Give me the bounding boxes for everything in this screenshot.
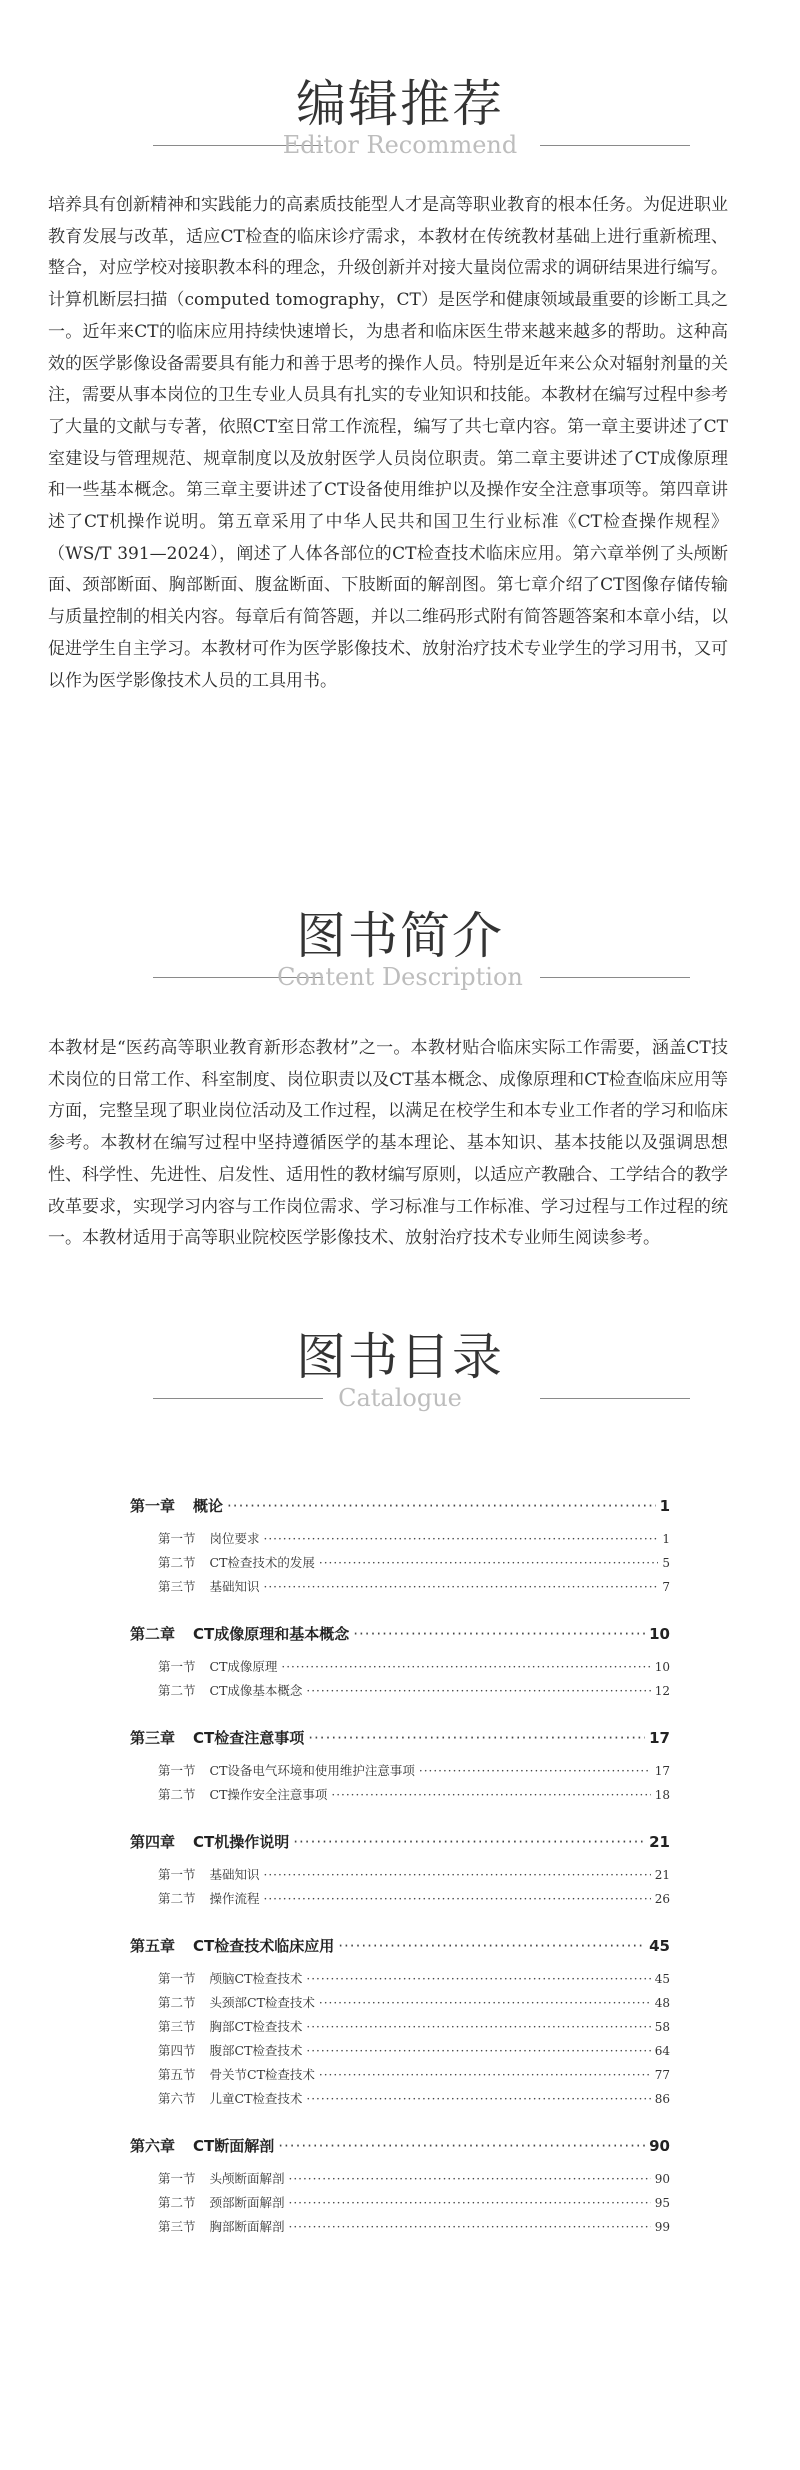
recommend-title: 编辑推荐 — [296, 75, 504, 133]
toc-section[interactable] — [158, 1657, 670, 1681]
catalogue-title: 图书目录 — [296, 1328, 504, 1386]
section-number: 第六节 — [158, 2091, 196, 2106]
section-number: 第三节 — [158, 2019, 196, 2034]
section-page: 45 — [654, 1972, 670, 1986]
section-title: 胸部断面解剖 — [209, 2219, 285, 2234]
section-title: 操作流程 — [209, 1891, 260, 1906]
section-page: 5 — [662, 1556, 670, 1570]
intro-title: 图书简介 — [296, 907, 504, 965]
section-number: 第三节 — [158, 1579, 196, 1594]
section-page: 48 — [654, 1996, 670, 2010]
table-of-contents — [130, 1495, 670, 2241]
toc-section[interactable] — [158, 2169, 670, 2193]
toc-section[interactable] — [158, 1681, 670, 1705]
section-title: 胸部CT检查技术 — [209, 2019, 303, 2034]
section-title: CT操作安全注意事项 — [209, 1787, 328, 1802]
section-page: 86 — [654, 2092, 670, 2106]
chapter-number: 第六章 — [130, 2137, 176, 2155]
section-title: 颈部断面解剖 — [209, 2195, 285, 2210]
toc-section[interactable] — [158, 2041, 670, 2065]
leader-dots — [289, 2220, 651, 2234]
section-title: 腹部CT检查技术 — [209, 2043, 303, 2058]
section-page: 12 — [654, 1684, 670, 1698]
leader-dots — [227, 1497, 656, 1515]
chapter-page: 21 — [649, 1833, 670, 1851]
toc-chapter[interactable] — [130, 1623, 670, 1645]
section-title: CT设备电气环境和使用维护注意事项 — [209, 1763, 415, 1778]
section-page: 64 — [654, 2044, 670, 2058]
recommend-subtitle: Editor Recommend — [282, 131, 518, 159]
section-number: 第三节 — [158, 2219, 196, 2234]
section-page: 99 — [654, 2220, 670, 2234]
section-title: 基础知识 — [209, 1579, 260, 1594]
toc-section[interactable] — [158, 1865, 670, 1889]
chapter-title: CT断面解剖 — [193, 2137, 275, 2155]
toc-section[interactable] — [158, 2017, 670, 2041]
toc-section[interactable] — [158, 1577, 670, 1601]
toc-chapter[interactable] — [130, 1727, 670, 1749]
chapter-title: CT机操作说明 — [193, 1833, 290, 1851]
section-title: 基础知识 — [209, 1867, 260, 1882]
section-number: 第二节 — [158, 1995, 196, 2010]
section-number: 第一节 — [158, 1763, 196, 1778]
leader-dots — [419, 1764, 651, 1778]
chapter-page: 17 — [649, 1729, 670, 1747]
leader-dots — [293, 1833, 645, 1851]
section-title: CT成像原理 — [209, 1659, 278, 1674]
chapter-number: 第三章 — [130, 1729, 176, 1747]
intro-header — [0, 904, 800, 1014]
leader-dots — [319, 1996, 651, 2010]
catalogue-subtitle: Catalogue — [338, 1384, 462, 1412]
leader-dots — [353, 1625, 645, 1643]
intro-subtitle: Content Description — [277, 963, 523, 991]
intro-body: 本教材是“医药高等职业教育新形态教材”之一。本教材贴合临床实际工作需要，涵盖CT技术岗位的日常工作、科室制度、岗位职责以及CT基本概念、成像原理和CT检查临床应用等方面，完整呈现了职业岗位活动及工作过程，以满足在校学生和本专业工作者的学习和临床参考。本教材在编写过程中坚持遵循医学的基本理论、基本知识、基本技能以及强调思想性、科学性、先进性、启发性、适用性的教材编写原则，以适应产教融合、工学结合的教学改革要求，实现学习内容与工作岗位需求、学习标准与工作标准、学习过程与工作过程的统一。本教材适用于高等职业院校医学影像技术、放射治疗技术专业师生阅读参考。 — [48, 1038, 728, 1249]
recommend-body: 培养具有创新精神和实践能力的高素质技能型人才是高等职业教育的根本任务。为促进职业教育发展与改革，适应CT检查的临床诊疗需求，本教材在传统教材基础上进行重新梳理、整合，对应学校对接职教本科的理念，升级创新并对接大量岗位需求的调研结果进行编写。计算机断层扫描（computed tomography，CT）是医学和健康领域最重要的诊断工具之一。近年来CT的临床应用持续快速增长，为患者和临床医生带来越来越多的帮助。这种高效的医学影像设备需要具有能力和善于思考的操作人员。特别是近年来公众对辐射剂量的关注，需要从事本岗位的卫生专业人员具有扎实的专业知识和技能。本教材在编写过程中参考了大量的文献与专著，依照CT室日常工作流程，编写了共七章内容。第一章主要讲述了CT室建设与管理规范、规章制度以及放射医学人员岗位职责。第二章主要讲述了CT成像原理和一些基本概念。第三章主要讲述了CT设备使用维护以及操作安全注意事项等。第四章讲述了CT机操作说明。第五章采用了中华人民共和国卫生行业标准《CT检查操作规程》（WS/T 391—2024），阐述了人体各部位的CT检查技术临床应用。第六章举例了头颅断面、颈部断面、胸部断面、腹盆断面、下肢断面的解剖图。第七章介绍了CT图像存储传输与质量控制的相关内容。每章后有简答题，并以二维码形式附有简答题答案和本章小结，以促进学生自主学习。本教材可作为医学影像技术、放射治疗技术专业学生的学习用书，又可以作为医学影像技术人员的工具用书。 — [48, 195, 728, 691]
section-page: 26 — [654, 1892, 670, 1906]
leader-dots — [306, 2044, 650, 2058]
toc-section[interactable] — [158, 1785, 670, 1809]
section-number: 第一节 — [158, 2171, 196, 2186]
chapter-page: 90 — [649, 2137, 670, 2155]
section-page: 90 — [654, 2172, 670, 2186]
section-title: 岗位要求 — [209, 1531, 260, 1546]
leader-dots — [306, 1684, 650, 1698]
chapter-number: 第五章 — [130, 1937, 176, 1955]
section-number: 第一节 — [158, 1659, 196, 1674]
chapter-number: 第四章 — [130, 1833, 176, 1851]
leader-dots — [319, 2068, 651, 2082]
toc-section[interactable] — [158, 1969, 670, 1993]
section-title: CT成像基本概念 — [209, 1683, 303, 1698]
chapter-title: 概论 — [193, 1497, 224, 1515]
section-number: 第二节 — [158, 2195, 196, 2210]
section-number: 第二节 — [158, 1683, 196, 1698]
chapter-page: 45 — [649, 1937, 670, 1955]
leader-dots — [278, 2137, 645, 2155]
toc-section[interactable] — [158, 1889, 670, 1913]
section-number: 第五节 — [158, 2067, 196, 2082]
toc-section[interactable] — [158, 2217, 670, 2241]
toc-section[interactable] — [158, 1993, 670, 2017]
chapter-title: CT检查注意事项 — [193, 1729, 305, 1747]
section-page: 17 — [654, 1764, 670, 1778]
leader-dots — [319, 1556, 658, 1570]
leader-dots — [289, 2172, 651, 2186]
toc-section[interactable] — [158, 2065, 670, 2089]
leader-dots — [331, 1788, 650, 1802]
leader-dots — [306, 2092, 650, 2106]
leader-dots — [281, 1660, 650, 1674]
section-number: 第二节 — [158, 1555, 196, 1570]
section-number: 第二节 — [158, 1787, 196, 1802]
chapter-number: 第二章 — [130, 1625, 176, 1643]
section-page: 10 — [654, 1660, 670, 1674]
leader-dots — [264, 1580, 659, 1594]
section-number: 第四节 — [158, 2043, 196, 2058]
toc-section[interactable] — [158, 2193, 670, 2217]
leader-dots — [338, 1937, 645, 1955]
chapter-number: 第一章 — [130, 1497, 176, 1515]
section-title: 骨关节CT检查技术 — [209, 2067, 315, 2082]
section-number: 第二节 — [158, 1891, 196, 1906]
leader-dots — [264, 1532, 659, 1546]
toc-section[interactable] — [158, 1553, 670, 1577]
catalogue-header — [0, 1325, 800, 1435]
toc-section[interactable] — [158, 1761, 670, 1785]
section-title: 颅脑CT检查技术 — [209, 1971, 303, 1986]
chapter-title: CT成像原理和基本概念 — [193, 1625, 350, 1643]
chapter-page: 10 — [649, 1625, 670, 1643]
leader-dots — [306, 1972, 650, 1986]
section-title: 儿童CT检查技术 — [209, 2091, 303, 2106]
section-page: 7 — [662, 1580, 670, 1594]
section-number: 第一节 — [158, 1531, 196, 1546]
leader-dots — [308, 1729, 645, 1747]
section-page: 58 — [654, 2020, 670, 2034]
toc-chapter[interactable] — [130, 1831, 670, 1853]
section-title: 头颅断面解剖 — [209, 2171, 285, 2186]
leader-dots — [306, 2020, 650, 2034]
toc-section[interactable] — [158, 2089, 670, 2113]
toc-chapter[interactable] — [130, 1935, 670, 1957]
leader-dots — [289, 2196, 651, 2210]
section-page: 21 — [654, 1868, 670, 1882]
section-number: 第一节 — [158, 1867, 196, 1882]
chapter-page: 1 — [659, 1497, 670, 1515]
leader-dots — [264, 1892, 651, 1906]
toc-chapter[interactable] — [130, 1495, 670, 1517]
toc-chapter[interactable] — [130, 2135, 670, 2157]
section-title: 头颈部CT检查技术 — [209, 1995, 315, 2010]
recommend-header — [0, 72, 800, 182]
section-number: 第一节 — [158, 1971, 196, 1986]
leader-dots — [264, 1868, 651, 1882]
section-page: 77 — [654, 2068, 670, 2082]
section-page: 18 — [654, 1788, 670, 1802]
section-title: CT检查技术的发展 — [209, 1555, 315, 1570]
section-page: 95 — [654, 2196, 670, 2210]
section-page: 1 — [662, 1532, 670, 1546]
toc-section[interactable] — [158, 1529, 670, 1553]
chapter-title: CT检查技术临床应用 — [193, 1937, 335, 1955]
